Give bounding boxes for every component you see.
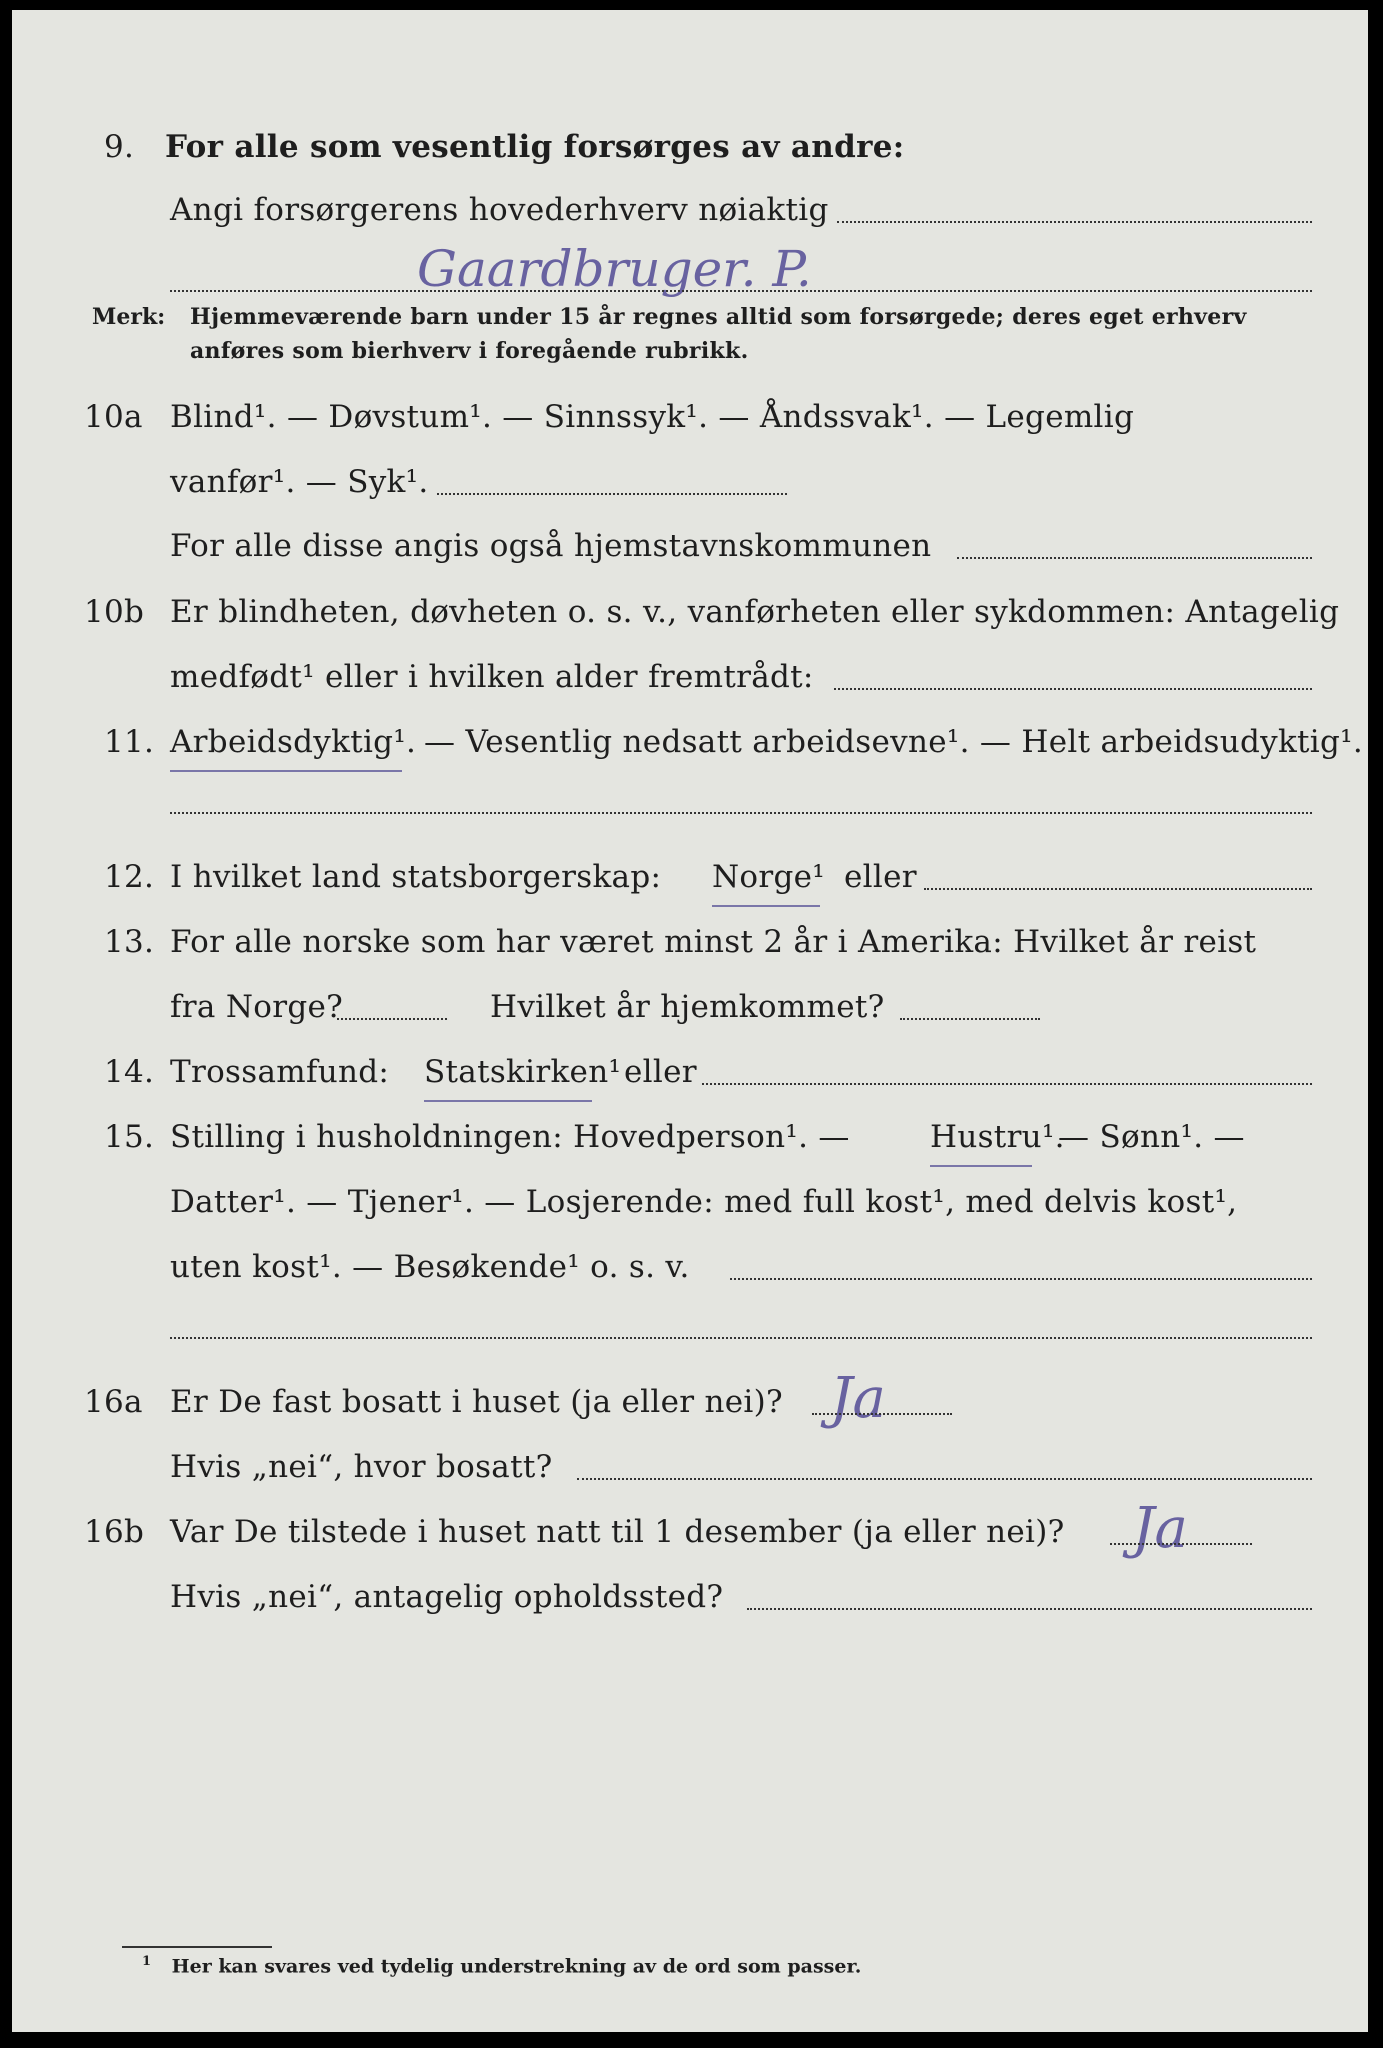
question-line-2a: fra Norge? xyxy=(170,989,344,1025)
answer-line xyxy=(924,888,1312,890)
question-line-3: For alle disse angis også hjemstavnskommunen xyxy=(170,528,932,564)
answer-line xyxy=(730,1278,1312,1280)
question-line-1c: — Sønn¹. — xyxy=(1058,1119,1245,1155)
question-16a xyxy=(12,1366,1368,1438)
question-10a xyxy=(12,395,1368,453)
question-line-1: For alle norske som har været minst 2 år i Amerika: Hvilket år reist xyxy=(170,924,1257,960)
option-norge: Norge¹ xyxy=(712,859,826,895)
question-11 xyxy=(12,720,1368,778)
question-16b xyxy=(12,1496,1368,1568)
question-line-3: uten kost¹. — Besøkende¹ o. s. v. xyxy=(170,1249,690,1285)
question-10a-3 xyxy=(12,524,1368,582)
option-arbeidsdyktig: Arbeidsdyktig¹. xyxy=(170,724,417,760)
question-12 xyxy=(12,855,1368,913)
question-13 xyxy=(12,920,1368,978)
footnote-text: Her kan svares ved tydelig understrekning av de ord som passer. xyxy=(171,1955,862,1978)
footnote-rule xyxy=(122,1946,272,1948)
note-label: Merk: xyxy=(92,304,166,330)
question-number: 9. xyxy=(104,129,135,165)
question-10b-2 xyxy=(12,655,1368,713)
question-line-1: Var De tilstede i huset natt til 1 desember (ja eller nei)? xyxy=(170,1514,1065,1550)
answer-line xyxy=(437,493,787,495)
answer-line xyxy=(170,1337,1312,1339)
question-line-2: Hvis „nei“, antagelig opholdssted? xyxy=(170,1579,724,1615)
question-11-blank xyxy=(12,790,1368,848)
question-15-2 xyxy=(12,1180,1368,1238)
question-line-2b: Hvilket år hjemkommet? xyxy=(490,989,885,1025)
question-text: I hvilket land statsborgerskap: xyxy=(170,859,662,895)
question-9-prompt xyxy=(12,188,1368,246)
handwritten-answer: Gaardbruger. P. xyxy=(417,240,812,298)
footnote xyxy=(142,1954,861,1977)
question-line-1: Blind¹. — Døvstum¹. — Sinnssyk¹. — Åndssvak¹. — Legemlig xyxy=(170,399,1135,435)
answer-line xyxy=(747,1608,1312,1610)
question-9 xyxy=(12,125,1368,183)
question-line: — Vesentlig nedsatt arbeidsevne¹. — Helt arbeidsudyktig¹. xyxy=(424,724,1364,760)
answer-line xyxy=(170,812,1312,814)
question-15-3 xyxy=(12,1245,1368,1303)
question-number: 12. xyxy=(104,859,155,895)
question-line-1: Er blindheten, døvheten o. s. v., vanførheten eller sykdommen: Antagelig xyxy=(170,594,1340,630)
question-line-1a: Stilling i husholdningen: Hovedperson¹. — xyxy=(170,1119,850,1155)
question-15 xyxy=(12,1115,1368,1173)
option-statskirken: Statskirken¹ xyxy=(424,1054,622,1090)
question-line-2: Datter¹. — Tjener¹. — Losjerende: med full kost¹, med delvis kost¹, xyxy=(170,1184,1238,1220)
question-title: For alle som vesentlig forsørges av andre: xyxy=(165,129,905,165)
answer-line xyxy=(957,557,1312,559)
question-16b-2 xyxy=(12,1575,1368,1633)
handwritten-underline xyxy=(170,770,402,772)
question-10b xyxy=(12,590,1368,648)
handwritten-underline xyxy=(712,905,820,907)
census-form-page xyxy=(12,10,1368,2032)
question-14 xyxy=(12,1050,1368,1108)
handwritten-answer: Ja xyxy=(830,1366,886,1431)
note-line-1: Hjemmeværende barn under 15 år regnes alltid som forsørgede; deres eget erhverv xyxy=(190,304,1247,330)
question-number: 14. xyxy=(104,1054,155,1090)
question-text: Trossamfund: xyxy=(170,1054,390,1090)
question-tail: eller xyxy=(844,859,917,895)
question-15-blank xyxy=(12,1315,1368,1373)
question-number: 16b xyxy=(84,1514,145,1550)
question-line-2: vanfør¹. — Syk¹. xyxy=(170,464,429,500)
question-10a-2 xyxy=(12,460,1368,518)
answer-line xyxy=(1110,1543,1252,1545)
note-line-2: anføres som bierhverv i foregående rubrikk. xyxy=(190,338,749,364)
answer-line xyxy=(170,290,1312,292)
question-number: 16a xyxy=(84,1384,143,1420)
answer-line xyxy=(837,221,1312,223)
answer-line xyxy=(702,1083,1312,1085)
note-merk-2 xyxy=(12,334,1368,392)
handwritten-underline xyxy=(424,1100,592,1102)
question-number: 10b xyxy=(84,594,145,630)
answer-line xyxy=(337,1018,447,1020)
answer-line xyxy=(577,1478,1312,1480)
question-13-2 xyxy=(12,985,1368,1043)
question-16a-2 xyxy=(12,1445,1368,1503)
question-number: 10a xyxy=(84,399,143,435)
question-number: 11. xyxy=(104,724,155,760)
question-tail: eller xyxy=(624,1054,697,1090)
handwritten-answer: Ja xyxy=(1132,1496,1188,1561)
answer-line xyxy=(812,1413,952,1415)
question-line-1: Er De fast bosatt i huset (ja eller nei)? xyxy=(170,1384,783,1420)
question-line-2: Hvis „nei“, hvor bosatt? xyxy=(170,1449,553,1485)
answer-line xyxy=(900,1018,1040,1020)
answer-line xyxy=(834,688,1312,690)
footnote-mark: 1 xyxy=(142,1954,152,1969)
option-hustru: Hustru¹. xyxy=(930,1119,1065,1155)
question-number: 15. xyxy=(104,1119,155,1155)
question-9-answer-row xyxy=(12,240,1368,304)
prompt-text: Angi forsørgerens hovederhverv nøiaktig xyxy=(170,192,829,228)
question-number: 13. xyxy=(104,924,155,960)
handwritten-underline xyxy=(930,1165,1032,1167)
question-line-2: medfødt¹ eller i hvilken alder fremtrådt: xyxy=(170,659,814,695)
